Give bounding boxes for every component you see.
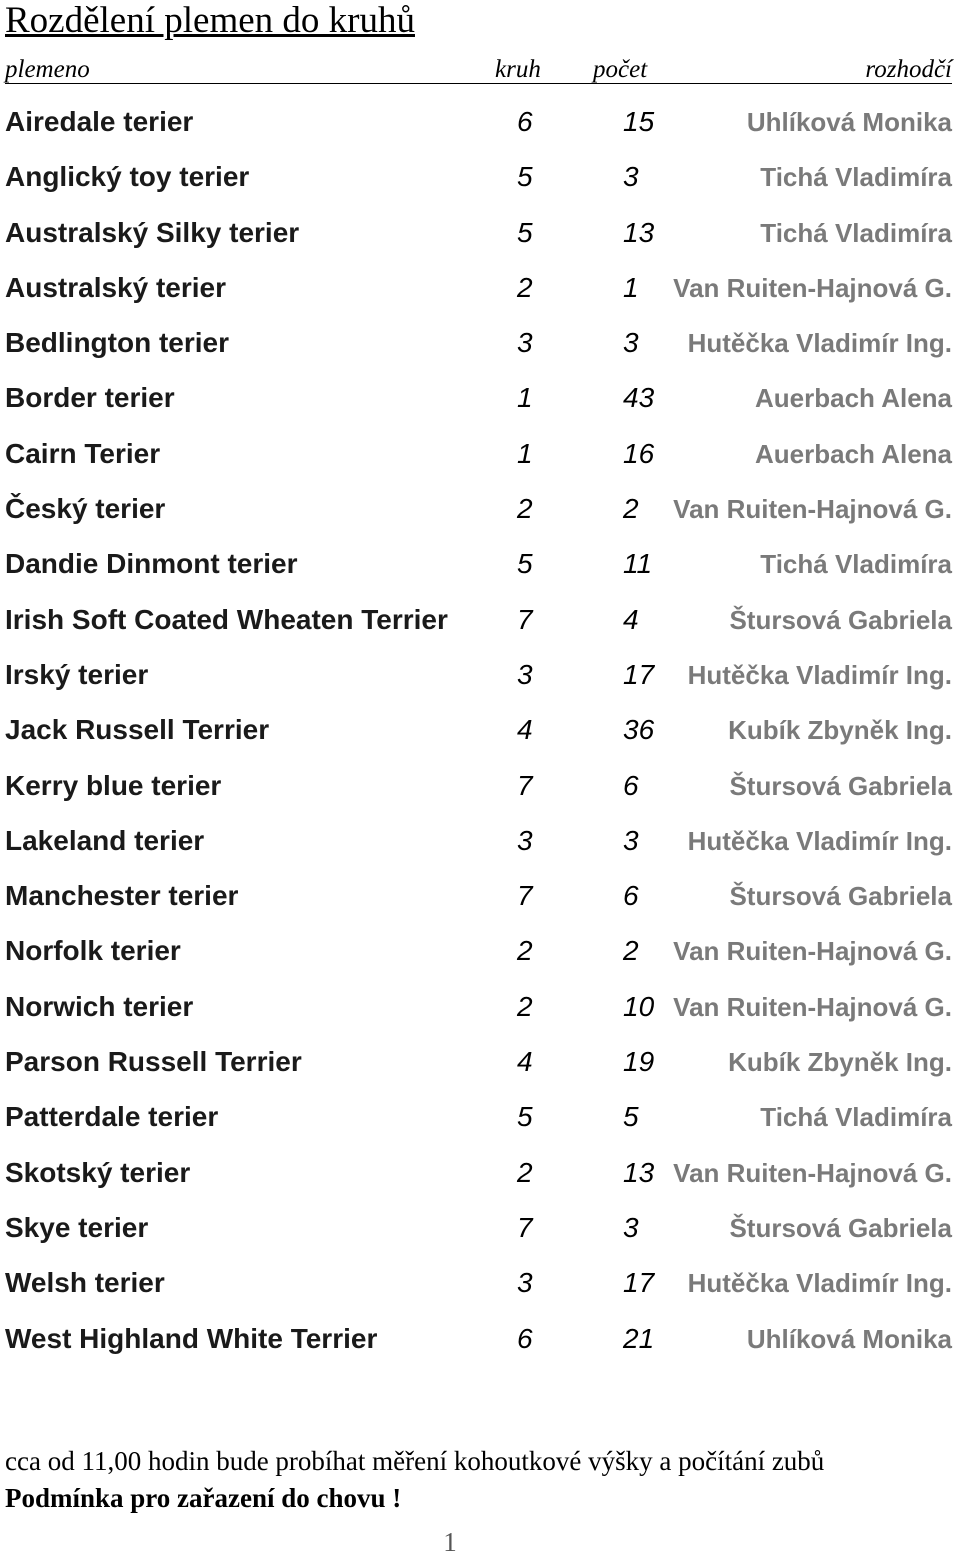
table-row: [0, 702, 960, 757]
breed-name: Skotský terier: [5, 1156, 191, 1188]
breed-name: Welsh terier: [5, 1267, 165, 1299]
ring-number: 2: [517, 935, 533, 967]
judge-name: Tichá Vladimíra: [760, 549, 952, 580]
table-row: [0, 1311, 960, 1366]
ring-number: 7: [517, 603, 533, 635]
dog-count: 3: [623, 161, 639, 193]
breed-name: Border terier: [5, 382, 175, 414]
ring-number: 5: [517, 216, 533, 248]
dog-count: 3: [623, 824, 639, 856]
breed-name: Dandie Dinmont terier: [5, 548, 298, 580]
table-row: [0, 481, 960, 536]
dog-count: 43: [623, 382, 655, 414]
breed-table: [0, 94, 960, 1366]
breed-name: Skye terier: [5, 1211, 149, 1243]
table-row: [0, 1255, 960, 1310]
judge-name: Uhlíková Monika: [746, 107, 952, 137]
table-row: [0, 315, 960, 370]
ring-number: 3: [517, 658, 533, 690]
judge-name: Štursová Gabriela: [729, 604, 952, 635]
breed-name: Australský terier: [5, 271, 227, 303]
table-row: [0, 592, 960, 647]
table-row: [0, 205, 960, 260]
ring-number: 1: [517, 437, 533, 469]
dog-count: 21: [623, 1322, 655, 1354]
judge-name: Auerbach Alena: [755, 383, 952, 414]
dog-count: 6: [623, 880, 639, 912]
dog-count: 15: [623, 106, 655, 137]
dog-count: 17: [623, 658, 655, 690]
table-row: [0, 260, 960, 315]
table-row: [0, 813, 960, 868]
measurement-note: cca od 11,00 hodin bude probíhat měření kohoutkové výšky a počítání zubů: [5, 1446, 825, 1476]
judge-name: Van Ruiten-Hajnová G.: [673, 272, 952, 303]
judge-name: Štursová Gabriela: [729, 881, 952, 912]
dog-count: 13: [623, 1156, 655, 1188]
table-header: [0, 56, 960, 86]
dog-count: 4: [623, 603, 639, 635]
judge-name: Kubík Zbyněk Ing.: [728, 1047, 952, 1078]
breed-name: Patterdale terier: [5, 1101, 219, 1133]
judge-name: Hutěčka Vladimír Ing.: [687, 328, 952, 359]
dog-count: 6: [623, 769, 639, 801]
ring-number: 2: [517, 271, 533, 303]
dog-count: 2: [623, 935, 639, 967]
dog-count: 13: [623, 216, 655, 248]
judge-name: Van Ruiten-Hajnová G.: [673, 494, 952, 525]
header-breed: plemeno: [5, 56, 90, 83]
ring-number: 7: [517, 769, 533, 801]
judge-name: Štursová Gabriela: [729, 1212, 952, 1243]
judge-name: Uhlíková Monika: [746, 1323, 952, 1354]
breed-name: Bedlington terier: [5, 327, 230, 359]
breed-name: Český terier: [5, 493, 166, 525]
judge-name: Van Ruiten-Hajnová G.: [673, 1157, 952, 1188]
ring-number: 6: [517, 106, 533, 137]
ring-number: 3: [517, 1267, 533, 1299]
breed-name: Norfolk terier: [5, 935, 181, 967]
dog-count: 10: [623, 990, 655, 1022]
ring-number: 5: [517, 548, 533, 580]
judge-name: Hutěčka Vladimír Ing.: [687, 825, 952, 856]
ring-number: 2: [517, 1156, 533, 1188]
ring-number: 5: [517, 161, 533, 193]
breed-name: Lakeland terier: [5, 824, 205, 856]
dog-count: 16: [623, 437, 655, 469]
judge-name: Auerbach Alena: [755, 438, 952, 469]
breed-name: Anglický toy terier: [5, 161, 250, 193]
header-count: počet: [593, 56, 648, 83]
breed-name: Cairn Terier: [5, 437, 161, 469]
judge-name: Tichá Vladimíra: [760, 217, 952, 248]
ring-number: 5: [517, 1101, 533, 1133]
judge-name: Tichá Vladimíra: [760, 162, 952, 193]
header-underline: [5, 83, 952, 84]
judge-name: Štursová Gabriela: [729, 770, 952, 801]
dog-count: 11: [623, 548, 653, 580]
dog-count: 36: [623, 714, 655, 746]
ring-number: 3: [517, 327, 533, 359]
page-title: Rozdělení plemen do kruhů: [5, 0, 415, 41]
ring-number: 2: [517, 990, 533, 1022]
ring-number: 2: [517, 493, 533, 525]
table-row: [0, 979, 960, 1034]
table-row: [0, 370, 960, 425]
page-number: 1: [443, 1527, 457, 1557]
table-row: [0, 1089, 960, 1144]
breed-name: Jack Russell Terrier: [5, 714, 270, 746]
judge-name: Kubík Zbyněk Ing.: [728, 715, 952, 746]
dog-count: 19: [623, 1046, 655, 1078]
breed-name: Irský terier: [5, 658, 149, 690]
dog-count: 2: [623, 493, 639, 525]
table-row: [0, 1034, 960, 1089]
breed-name: Manchester terier: [5, 880, 239, 912]
breed-name: Parson Russell Terrier: [5, 1046, 302, 1078]
breed-name: West Highland White Terrier: [5, 1322, 378, 1354]
ring-number: 6: [517, 1322, 533, 1354]
breed-name: Irish Soft Coated Wheaten Terrier: [5, 603, 448, 635]
judge-name: Hutěčka Vladimír Ing.: [687, 1268, 952, 1299]
dog-count: 1: [623, 271, 639, 303]
breeding-condition: Podmínka pro zařazení do chovu !: [5, 1483, 402, 1513]
table-row: [0, 758, 960, 813]
table-row: [0, 426, 960, 481]
breed-name: Airedale terier: [5, 106, 194, 137]
ring-number: 4: [517, 714, 533, 746]
ring-number: 7: [517, 880, 533, 912]
header-judge: rozhodčí: [865, 56, 952, 83]
table-row: [0, 149, 960, 204]
dog-count: 3: [623, 1211, 639, 1243]
ring-number: 4: [517, 1046, 533, 1078]
judge-name: Van Ruiten-Hajnová G.: [673, 991, 952, 1022]
judge-name: Van Ruiten-Hajnová G.: [673, 936, 952, 967]
table-row: [0, 923, 960, 978]
ring-number: 3: [517, 824, 533, 856]
breed-name: Kerry blue terier: [5, 769, 222, 801]
table-row: [0, 647, 960, 702]
table-row: [0, 536, 960, 591]
breed-name: Australský Silky terier: [5, 216, 300, 248]
dog-count: 5: [623, 1101, 639, 1133]
header-ring: kruh: [495, 56, 541, 83]
judge-name: Tichá Vladimíra: [760, 1102, 952, 1133]
table-row: [0, 868, 960, 923]
ring-number: 7: [517, 1211, 533, 1243]
dog-count: 17: [623, 1267, 655, 1299]
table-row: [0, 94, 960, 149]
breed-name: Norwich terier: [5, 990, 194, 1022]
table-row: [0, 1145, 960, 1200]
judge-name: Hutěčka Vladimír Ing.: [687, 659, 952, 690]
dog-count: 3: [623, 327, 639, 359]
ring-number: 1: [517, 382, 533, 414]
table-row: [0, 1200, 960, 1255]
